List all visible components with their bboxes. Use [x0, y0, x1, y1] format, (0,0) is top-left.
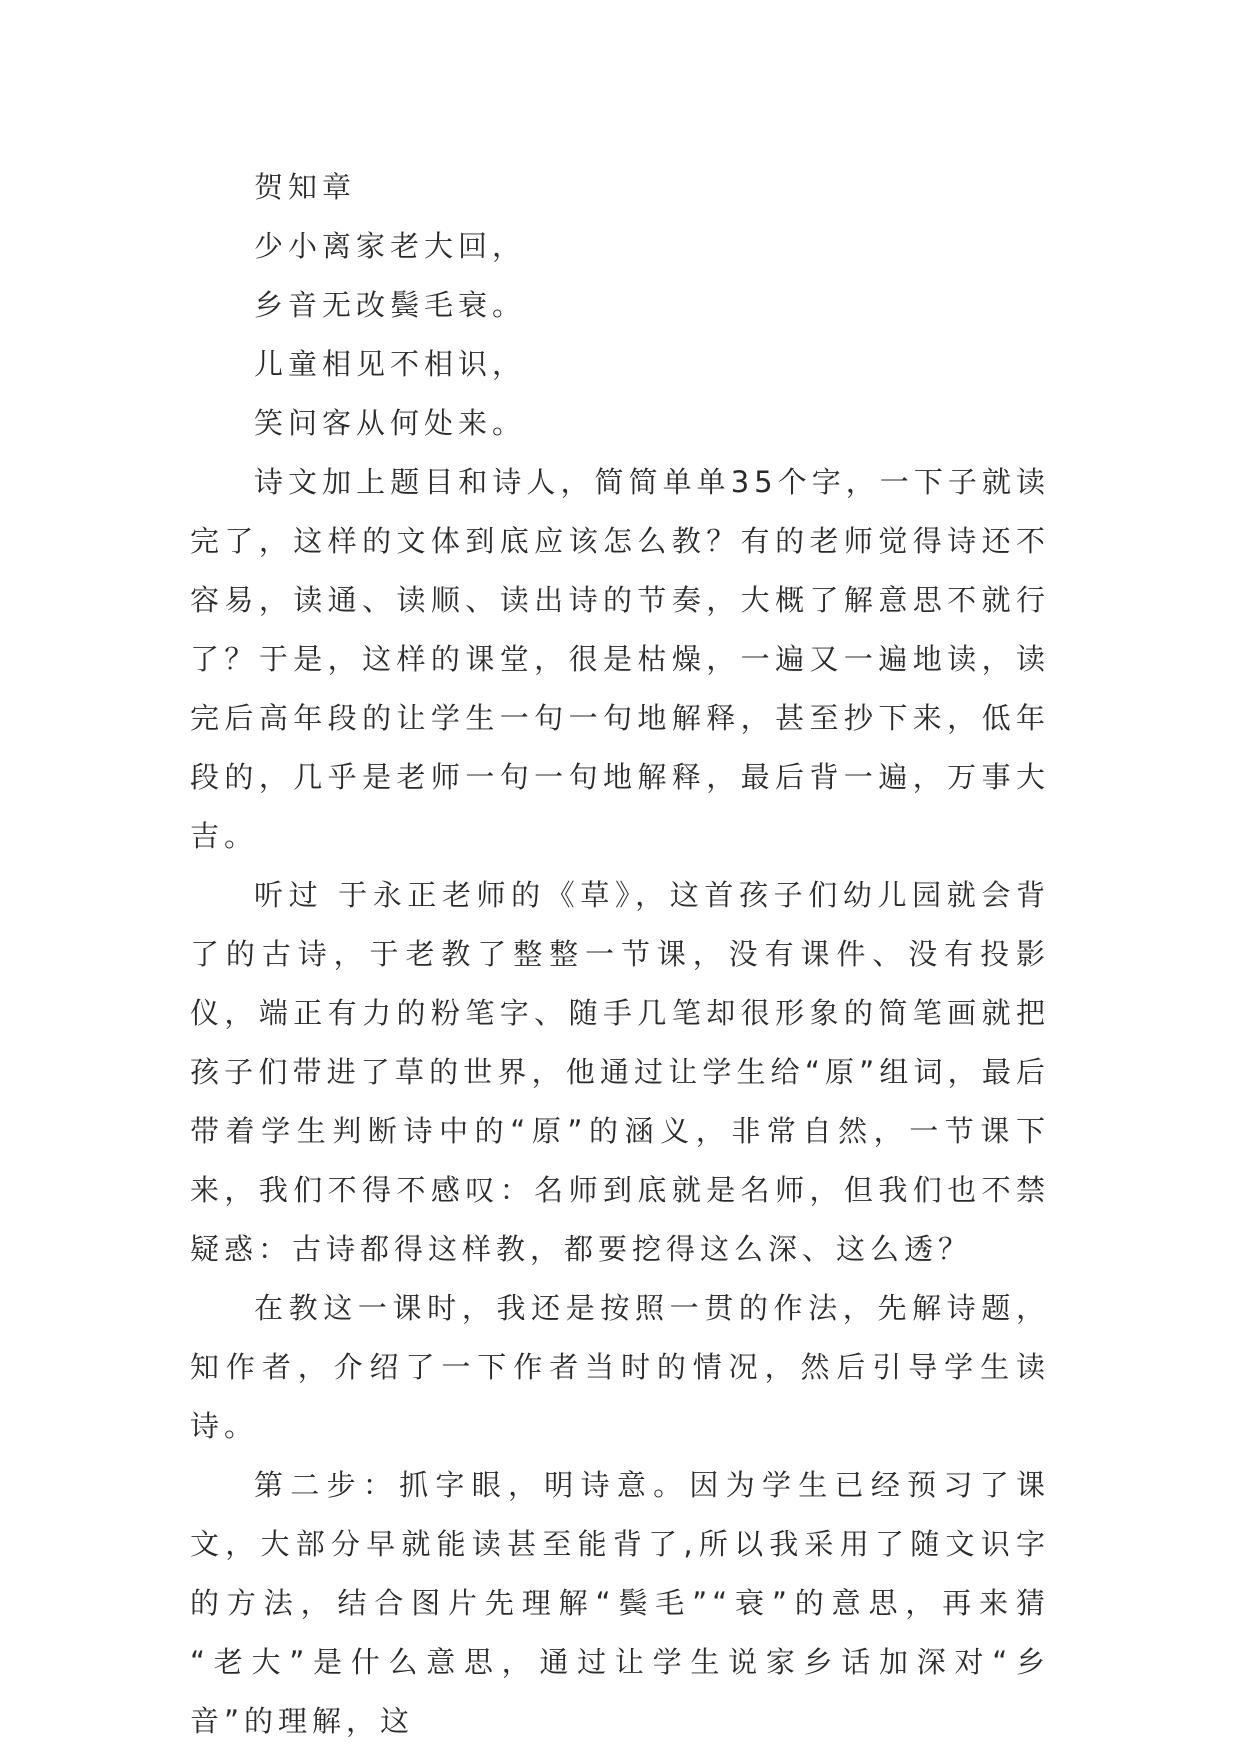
poem-author: 贺知章: [254, 170, 357, 204]
paragraph-intro: 诗文加上题目和诗人，简简单单35个字，一下子就读完了，这样的文体到底应该怎么教？有的老师觉得诗还不容易，读通、读顺、读出诗的节奏，大概了解意思不就行了？于是，这样的课堂，很是枯燥，一遍又一遍地读，读完后高年段的让学生一句一句地解释，甚至抄下来，低年段的，几乎是老师一句一句地解释，最后背一遍，万事大吉。: [190, 465, 1050, 853]
paragraph-step-two: 第二步：抓字眼，明诗意。因为学生已经预习了课文，大部分早就能读甚至能背了,所以我采用了随文识字的方法，结合图片先理解“鬓毛”“衰”的意思，再来猜 “老大”是什么意思，通过让学生说家乡话加深对“乡音”的理解，这: [190, 1468, 1050, 1738]
document-body: [190, 158, 1050, 1751]
poem-line-1: 少小离家老大回，: [254, 229, 527, 263]
paragraph-teaching: 在教这一课时，我还是按照一贯的作法，先解诗题，知作者，介绍了一下作者当时的情况，然后引导学生读诗。: [190, 1291, 1050, 1443]
poem-line-3: 儿童相见不相识，: [254, 347, 527, 381]
paragraph-yu-yongzheng: 听过 于永正老师的《草》，这首孩子们幼儿园就会背了的古诗，于老教了整整一节课，没有课件、没有投影仪，端正有力的粉笔字、随手几笔却很形象的简笔画就把孩子们带进了草的世界，他通过让学生给“原”组词，最后带着学生判断诗中的“原”的涵义，非常自然，一节课下来，我们不得不感叹：名师到底就是名师，但我们也不禁疑惑：古诗都得这样教，都要挖得这么深、这么透？: [190, 878, 1050, 1266]
poem-line-2: 乡音无改鬓毛衰。: [254, 288, 527, 322]
poem-line-4: 笑问客从何处来。: [254, 406, 527, 440]
